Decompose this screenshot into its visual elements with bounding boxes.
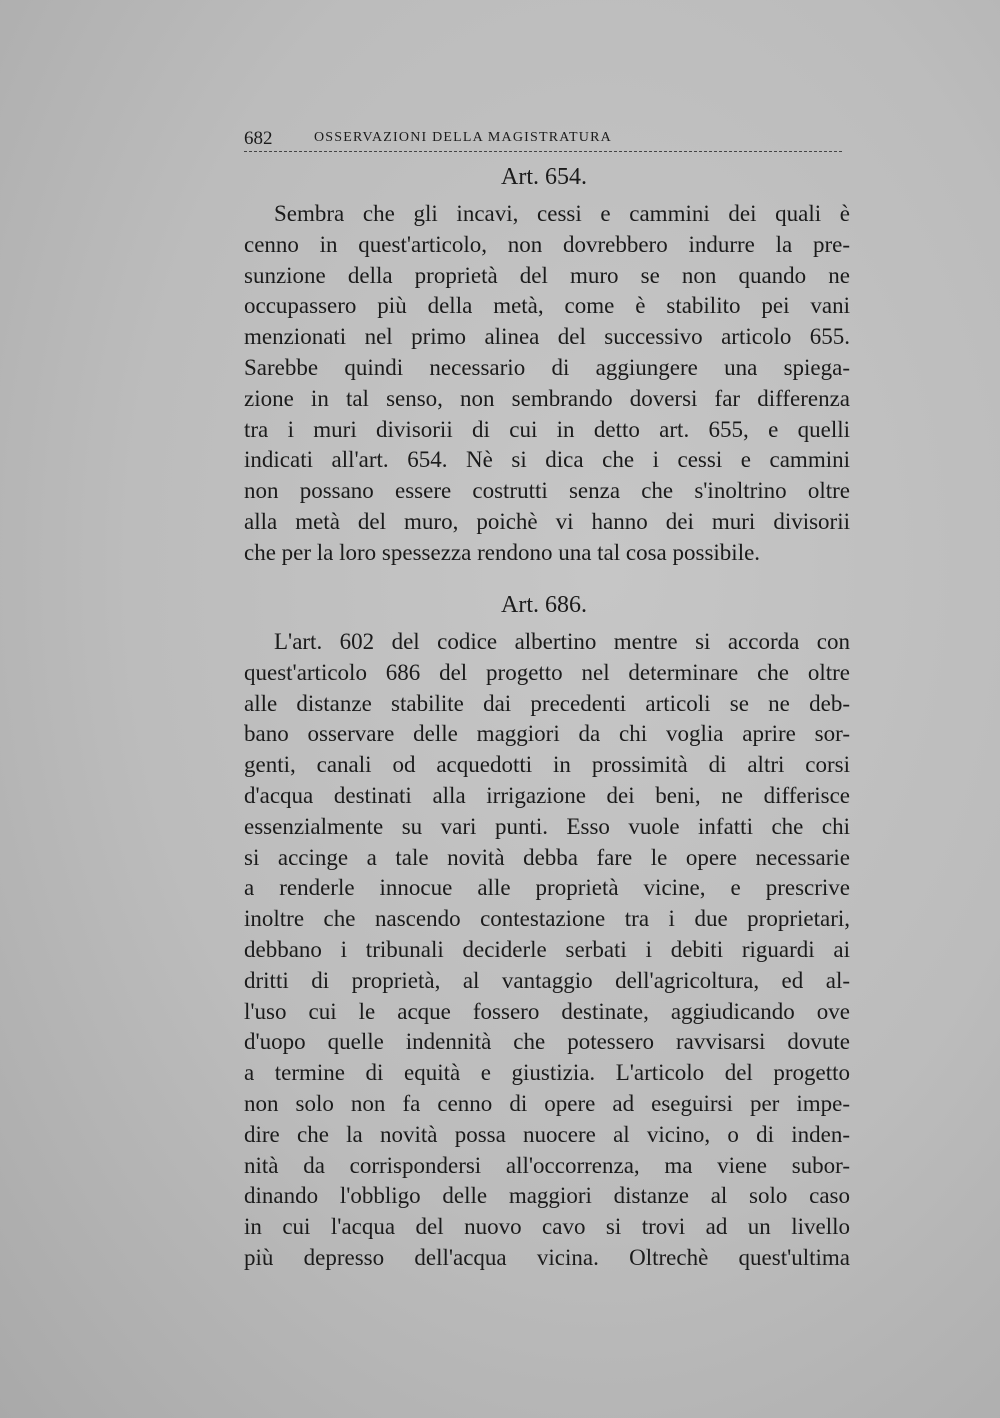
page-number: 682: [244, 128, 273, 149]
text-line: essenzialmente su vari punti. Esso vuole infatti che chi: [244, 813, 850, 839]
text-line: a renderle innocue alle proprietà vicine, e prescrive: [244, 875, 850, 901]
text-line: Sembra che gli incavi, cessi e cammini dei quali è: [274, 201, 850, 226]
text-line: debbano i tribunali deciderle serbati i debiti riguardi ai: [244, 936, 850, 962]
text-line: zione in tal senso, non sembrando doversi far differenza: [244, 385, 850, 411]
text-line: alle distanze stabilite dai precedenti articoli se ne deb-: [244, 690, 850, 716]
text-line: l'uso cui le acque fossero destinate, aggiudicando ove: [244, 998, 850, 1024]
text-line: non possano essere costrutti senza che s'inoltrino oltre: [244, 478, 850, 504]
section-heading-art-654: Art. 654.: [501, 164, 587, 190]
text-line: in cui l'acqua del nuovo cavo si trovi ad un livello: [244, 1214, 850, 1240]
text-line: dinando l'obbligo delle maggiori distanze al solo caso: [244, 1183, 850, 1209]
text-line: si accinge a tale novità debba fare le opere necessarie: [244, 844, 850, 870]
running-title: OSSERVAZIONI DELLA MAGISTRATURA: [314, 130, 612, 145]
text-line: Sarebbe quindi necessario di aggiungere una spiega-: [244, 354, 850, 380]
text-line: dritti di proprietà, al vantaggio dell'agricoltura, ed al-: [244, 967, 850, 993]
paragraph-art-686: [244, 627, 850, 1274]
text-line: tra i muri divisorii di cui in detto art. 655, e quelli: [244, 416, 850, 442]
text-line: che per la loro spessezza rendono una tal cosa possibile.: [244, 539, 761, 565]
paragraph-art-654: [244, 199, 850, 569]
text-line: dire che la novità possa nuocere al vicino, o di inden-: [244, 1121, 850, 1147]
text-line: d'acqua destinati alla irrigazione dei beni, ne differisce: [244, 782, 850, 808]
text-line: più depresso dell'acqua vicina. Oltrechè quest'ultima: [244, 1244, 850, 1270]
text-line: cenno in quest'articolo, non dovrebbero indurre la pre-: [244, 231, 850, 257]
text-line: occupassero più della metà, come è stabilito pei vani: [244, 293, 850, 319]
section-heading-art-686: Art. 686.: [501, 592, 587, 618]
text-line: L'art. 602 del codice albertino mentre si accorda con: [274, 629, 850, 654]
text-line: bano osservare delle maggiori da chi voglia aprire sor-: [244, 721, 850, 747]
text-line: menzionati nel primo alinea del successivo articolo 655.: [244, 324, 850, 350]
text-line: genti, canali od acquedotti in prossimità di altri corsi: [244, 752, 850, 778]
text-line: non solo non fa cenno di opere ad eseguirsi per impe-: [244, 1090, 850, 1116]
text-line: nità da corrispondersi all'occorrenza, ma viene subor-: [244, 1152, 850, 1178]
text-line: sunzione della proprietà del muro se non quando ne: [244, 262, 850, 288]
header-rule: [244, 151, 842, 152]
text-line: a termine di equità e giustizia. L'articolo del progetto: [244, 1060, 850, 1086]
running-head: [244, 124, 844, 150]
text-line: alla metà del muro, poichè vi hanno dei muri divisorii: [244, 508, 850, 534]
text-line: quest'articolo 686 del progetto nel determinare che oltre: [244, 659, 850, 685]
text-line: inoltre che nascendo contestazione tra i due proprietari,: [244, 906, 850, 932]
text-line: d'uopo quelle indennità che potessero ravvisarsi dovute: [244, 1029, 850, 1055]
text-line: indicati all'art. 654. Nè si dica che i cessi e cammini: [244, 447, 850, 473]
